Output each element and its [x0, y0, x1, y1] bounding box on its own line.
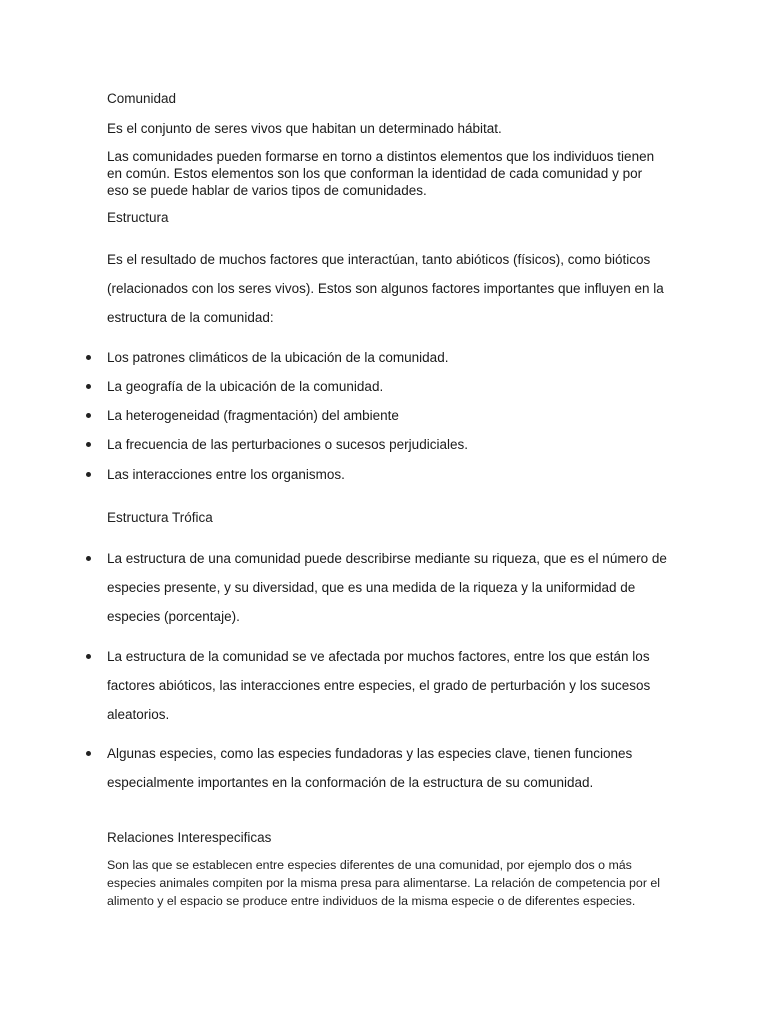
heading-comunidad: Comunidad — [107, 91, 177, 106]
list-item: Algunas especies, como las especies fundadoras y las especies clave, tienen funciones especialmente importantes en la conformación de la estructura de su comunidad. — [107, 739, 677, 797]
bullet-icon — [86, 472, 91, 477]
list-item: La estructura de una comunidad puede describirse mediante su riqueza, que es el número de especies presente, y su diversidad, que es una medida de la riqueza y la uniformidad de especies (porcentaje). — [107, 544, 677, 631]
list-item: Los patrones climáticos de la ubicación de la comunidad. — [107, 349, 677, 366]
paragraph-relaciones-interespecificas: Son las que se establecen entre especies diferentes de una comunidad, por ejemplo dos o más especies animales compiten por la misma presa para alimentarse. La relación de competencia por el alimento y el espacio se produce entre individuos de la misma especie o de diferentes especies. — [107, 858, 661, 908]
paragraph-comunidad-tipos: Las comunidades pueden formarse en torno a distintos elementos que los individuos tienen en común. Estos elementos son los que conforman la identidad de cada comunidad y por eso se puede hablar de varios tipos de comunidades. — [107, 149, 655, 198]
heading-relaciones-interespecificas: Relaciones Interespecificas — [107, 830, 272, 845]
list-item: La heterogeneidad (fragmentación) del ambiente — [107, 407, 677, 424]
list-item: La frecuencia de las perturbaciones o sucesos perjudiciales. — [107, 436, 677, 453]
heading-estructura: Estructura — [107, 210, 169, 225]
bullet-icon — [86, 556, 91, 561]
paragraph-estructura-intro: Es el resultado de muchos factores que interactúan, tanto abióticos (físicos), como bióticos (relacionados con los seres vivos). Estos son algunos factores importantes que influyen en la estructura de la comunidad: — [107, 252, 664, 325]
list-item: La geografía de la ubicación de la comunidad. — [107, 378, 677, 395]
bullet-icon — [86, 384, 91, 389]
bullet-icon — [86, 355, 91, 360]
heading-estructura-trofica: Estructura Trófica — [107, 510, 213, 525]
bullet-icon — [86, 654, 91, 659]
bullet-icon — [86, 442, 91, 447]
bullet-icon — [86, 751, 91, 756]
paragraph-comunidad-definicion: Es el conjunto de seres vivos que habitan un determinado hábitat. — [107, 121, 502, 136]
bullet-icon — [86, 413, 91, 418]
list-item: La estructura de la comunidad se ve afectada por muchos factores, entre los que están los factores abióticos, las interacciones entre especies, el grado de perturbación y los sucesos aleatorios. — [107, 642, 677, 729]
list-item: Las interacciones entre los organismos. — [107, 466, 677, 483]
